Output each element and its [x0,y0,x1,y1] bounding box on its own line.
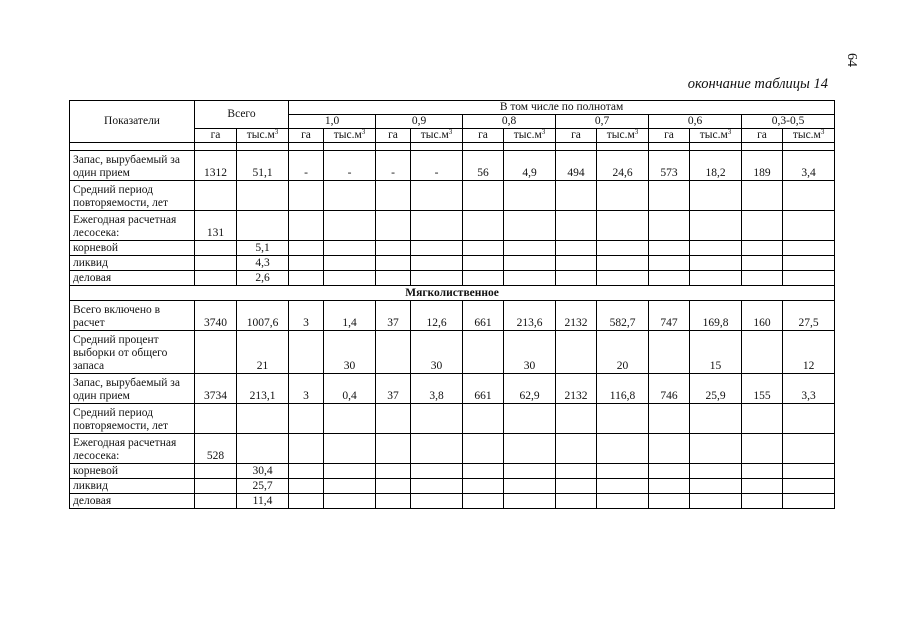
table-cell [324,256,376,271]
table-row [70,434,835,464]
table-cell [376,271,411,286]
table-cell [463,256,504,271]
table-cell [556,331,597,374]
forest-table [69,100,835,509]
table-cell [463,241,504,256]
table-cell: 2132 [556,301,597,331]
table-cell [597,434,649,464]
table-cell [649,211,690,241]
row-label: деловая [70,271,195,286]
table-cell: 11,4 [237,494,289,509]
table-cell: 747 [649,301,690,331]
table-cell: 12,6 [411,301,463,331]
table-cell [289,211,324,241]
table-cell [324,494,376,509]
table-cell [690,464,742,479]
row-label: ликвид [70,479,195,494]
table-row [70,256,835,271]
table-cell [597,271,649,286]
table-cell: 3 [289,301,324,331]
unit-ha: га [289,129,324,143]
table-cell [690,256,742,271]
table-cell [411,479,463,494]
table-cell: 3734 [195,374,237,404]
table-cell: 20 [597,331,649,374]
table-cell [289,494,324,509]
table-row [70,211,835,241]
table-cell [376,331,411,374]
table-cell: 37 [376,301,411,331]
table-cell [411,434,463,464]
unit-volume: $тыс.м^3$ [690,129,742,143]
table-cell [289,331,324,374]
table-cell [783,256,835,271]
table-cell: 661 [463,374,504,404]
table-cell [742,241,783,256]
table-cell [649,256,690,271]
table-cell: 30,4 [237,464,289,479]
table-cell [556,181,597,211]
table-cell [411,271,463,286]
table-cell [742,434,783,464]
density-header: 0,3-0,5 [742,115,835,129]
table-cell [195,464,237,479]
table-cell [411,241,463,256]
table-cell [237,434,289,464]
table-cell [556,241,597,256]
table-cell: 528 [195,434,237,464]
table-cell [463,494,504,509]
table-cell: 494 [556,151,597,181]
table-cell [742,331,783,374]
table-cell [324,479,376,494]
table-cell [411,181,463,211]
row-label: Запас, вырубаемый за один прием [70,374,195,404]
table-row [70,464,835,479]
table-cell [504,271,556,286]
table-cell [783,494,835,509]
table-cell: 746 [649,374,690,404]
table-cell [690,241,742,256]
spacer-row [70,143,835,151]
table-cell [783,181,835,211]
table-cell: 30 [504,331,556,374]
density-header: 0,8 [463,115,556,129]
table-row [70,241,835,256]
row-label: Средний период повторяемости, лет [70,181,195,211]
table-cell [597,494,649,509]
table-row [70,494,835,509]
header-indicators: Показатели [70,101,195,143]
table-cell [289,479,324,494]
table-cell: 25,7 [237,479,289,494]
table-cell: 1,4 [324,301,376,331]
table-cell [783,211,835,241]
unit-ha: га [556,129,597,143]
table-cell [742,256,783,271]
table-cell: 51,1 [237,151,289,181]
table-cell: 189 [742,151,783,181]
row-label: Всего включено в расчет [70,301,195,331]
table-cell [649,464,690,479]
table-cell [597,404,649,434]
table-cell [783,464,835,479]
table-cell [649,494,690,509]
header-by-density: В том числе по полнотам [289,101,835,115]
table-cell [376,479,411,494]
table-cell [289,256,324,271]
table-cell: 3,8 [411,374,463,404]
table-cell [556,271,597,286]
table-cell [195,404,237,434]
table-cell [690,271,742,286]
table-cell: 21 [237,331,289,374]
row-label: корневой [70,464,195,479]
table-cell [556,434,597,464]
unit-volume: $тыс.м^3$ [237,129,289,143]
table-cell: 1007,6 [237,301,289,331]
table-cell: - [289,151,324,181]
row-label: Ежегодная расчетная лесосека: [70,211,195,241]
table-row [70,374,835,404]
table-cell [324,211,376,241]
table-cell [742,494,783,509]
table-cell [289,404,324,434]
table-cell [376,434,411,464]
unit-ha: га [376,129,411,143]
table-row [70,404,835,434]
table-cell [649,271,690,286]
table-cell [376,404,411,434]
table-caption: окончание таблицы 14 [687,76,828,92]
table-cell [324,241,376,256]
section-title: Мягколиственное [70,286,835,301]
table-cell [237,211,289,241]
table-cell [411,256,463,271]
table-cell: 155 [742,374,783,404]
table-cell [463,464,504,479]
table-cell: - [411,151,463,181]
table-cell: 3740 [195,301,237,331]
table-cell [195,479,237,494]
table-cell: 37 [376,374,411,404]
table-cell: 24,6 [597,151,649,181]
table-cell [324,464,376,479]
unit-volume: $тыс.м^3$ [597,129,649,143]
table-cell [463,404,504,434]
table-cell [504,479,556,494]
table-cell [783,404,835,434]
table-cell: 62,9 [504,374,556,404]
table-cell: 2,6 [237,271,289,286]
table-cell [411,464,463,479]
table-row [70,271,835,286]
table-cell [597,479,649,494]
table-cell [195,256,237,271]
table-cell [376,181,411,211]
table-cell: 213,1 [237,374,289,404]
table-cell [411,404,463,434]
table-cell: 4,3 [237,256,289,271]
table-row [70,301,835,331]
table-cell [556,464,597,479]
table-cell [376,494,411,509]
table-cell [649,404,690,434]
table-cell: 30 [324,331,376,374]
table-cell: 661 [463,301,504,331]
table-cell [504,464,556,479]
unit-ha: га [649,129,690,143]
table-cell [649,241,690,256]
table-cell [289,241,324,256]
table-cell [783,479,835,494]
table-cell [289,464,324,479]
unit-volume: $тыс.м^3$ [411,129,463,143]
table-cell [324,181,376,211]
table-cell: 573 [649,151,690,181]
row-label: Средний период повторяемости, лет [70,404,195,434]
table-cell [376,211,411,241]
table-cell: 3 [289,374,324,404]
table-cell: 2132 [556,374,597,404]
table-cell [195,241,237,256]
table-cell [463,479,504,494]
table-cell [597,211,649,241]
table-cell [742,271,783,286]
table-cell [690,211,742,241]
table-cell [504,404,556,434]
table-cell [504,434,556,464]
table-cell [504,241,556,256]
table-cell: 4,9 [504,151,556,181]
table-row [70,181,835,211]
table-cell: 30 [411,331,463,374]
table-cell [504,256,556,271]
table-cell [324,271,376,286]
table-cell [195,494,237,509]
density-header: 0,7 [556,115,649,129]
table-cell: - [376,151,411,181]
table-cell [649,331,690,374]
table-cell: - [324,151,376,181]
table-cell [411,494,463,509]
table-cell [289,434,324,464]
table-cell [463,331,504,374]
table-cell [556,479,597,494]
table-cell [690,404,742,434]
unit-volume: $тыс.м^3$ [504,129,556,143]
unit-ha: га [742,129,783,143]
table-cell: 5,1 [237,241,289,256]
table-cell: 56 [463,151,504,181]
row-label: корневой [70,241,195,256]
table-cell: 25,9 [690,374,742,404]
table-cell [742,464,783,479]
table-cell: 116,8 [597,374,649,404]
table-cell: 582,7 [597,301,649,331]
table-cell [742,479,783,494]
page-number: 64 [844,53,859,67]
table-cell [556,494,597,509]
table-cell [690,479,742,494]
table-cell [376,256,411,271]
table-cell: 160 [742,301,783,331]
table-cell: 169,8 [690,301,742,331]
table-cell [463,211,504,241]
table-cell: 18,2 [690,151,742,181]
row-label: деловая [70,494,195,509]
unit-volume: $тыс.м^3$ [324,129,376,143]
table-cell [376,464,411,479]
table-row [70,479,835,494]
table-cell [237,181,289,211]
table-cell [324,404,376,434]
table-cell: 3,3 [783,374,835,404]
table-cell [649,434,690,464]
unit-volume: $тыс.м^3$ [783,129,835,143]
table-cell [649,181,690,211]
table-cell [504,211,556,241]
table-cell [783,434,835,464]
table-cell [324,434,376,464]
row-label: Запас, вырубаемый за один прием [70,151,195,181]
table-cell [411,211,463,241]
table-cell [195,271,237,286]
table-cell: 12 [783,331,835,374]
table-cell [289,271,324,286]
density-header: 0,6 [649,115,742,129]
table-cell [237,404,289,434]
table-cell: 1312 [195,151,237,181]
table-cell [783,241,835,256]
table-cell [597,181,649,211]
table-cell [690,494,742,509]
table-cell [556,211,597,241]
table-cell [556,404,597,434]
table-cell: 213,6 [504,301,556,331]
table-cell [376,241,411,256]
table-cell [463,434,504,464]
unit-ha: га [463,129,504,143]
table-cell [597,464,649,479]
table-cell [463,181,504,211]
table-cell [556,256,597,271]
table-row [70,331,835,374]
table-cell [649,479,690,494]
table-cell [463,271,504,286]
header-total: Всего [195,101,289,129]
table-cell [597,256,649,271]
table-cell: 27,5 [783,301,835,331]
table-cell [742,404,783,434]
table-cell: 15 [690,331,742,374]
row-label: ликвид [70,256,195,271]
density-header: 0,9 [376,115,463,129]
section-row [70,286,835,301]
density-header: 1,0 [289,115,376,129]
unit-ha: га [195,129,237,143]
table-cell [783,271,835,286]
table-cell [742,211,783,241]
table-cell: 0,4 [324,374,376,404]
table-cell [742,181,783,211]
table-cell [195,331,237,374]
table-cell [195,181,237,211]
table-cell [504,494,556,509]
table-cell [690,181,742,211]
table-cell: 3,4 [783,151,835,181]
table-cell: 131 [195,211,237,241]
row-label: Средний процент выборки от общего запаса [70,331,195,374]
table-row [70,151,835,181]
table-cell [289,181,324,211]
table-cell [597,241,649,256]
table-cell [690,434,742,464]
table-cell [504,181,556,211]
row-label: Ежегодная расчетная лесосека: [70,434,195,464]
